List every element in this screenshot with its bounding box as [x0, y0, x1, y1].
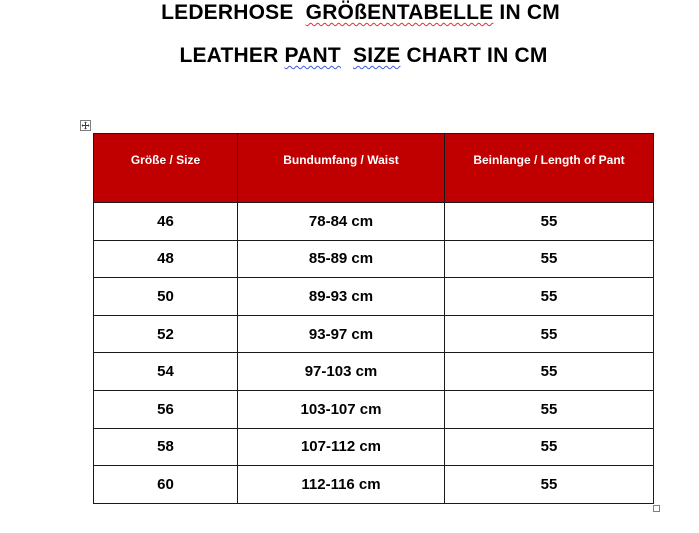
cell-length: 55 — [445, 390, 654, 428]
cell-size: 54 — [94, 353, 238, 391]
table-row — [94, 466, 654, 504]
cell-length: 55 — [445, 278, 654, 316]
table-row — [94, 203, 654, 241]
cell-length: 55 — [445, 353, 654, 391]
cell-waist: 112-116 cm — [238, 466, 445, 504]
cell-length: 55 — [445, 315, 654, 353]
title-english-word-3: SIZE — [353, 44, 401, 67]
cell-size: 50 — [94, 278, 238, 316]
cell-size: 60 — [94, 466, 238, 504]
cell-length: 55 — [445, 240, 654, 278]
cell-waist: 103-107 cm — [238, 390, 445, 428]
cell-waist: 89-93 cm — [238, 278, 445, 316]
cell-size: 52 — [94, 315, 238, 353]
title-english-word-2: PANT — [284, 44, 341, 67]
title-english — [14, 44, 699, 68]
table-header-row — [94, 134, 654, 203]
table-resize-handle-icon[interactable] — [653, 505, 660, 512]
cell-waist: 85-89 cm — [238, 240, 445, 278]
title-german-word-2: GRÖßENTABELLE — [305, 1, 494, 24]
title-english-word-1: LEATHER — [179, 44, 279, 67]
table-row — [94, 278, 654, 316]
cell-length: 55 — [445, 203, 654, 241]
cell-size: 56 — [94, 390, 238, 428]
size-chart-table — [93, 133, 654, 504]
cell-waist: 97-103 cm — [238, 353, 445, 391]
cell-size: 46 — [94, 203, 238, 241]
title-german-word-3: IN CM — [499, 1, 560, 24]
header-size: Größe / Size — [94, 134, 238, 203]
title-english-word-4: CHART IN CM — [406, 44, 548, 67]
table-row — [94, 315, 654, 353]
title-german — [11, 1, 699, 25]
cell-size: 48 — [94, 240, 238, 278]
title-german-word-1: LEDERHOSE — [161, 1, 294, 24]
header-waist: Bundumfang / Waist — [238, 134, 445, 203]
table-row — [94, 353, 654, 391]
table-row — [94, 240, 654, 278]
cell-waist: 107-112 cm — [238, 428, 445, 466]
table-row — [94, 428, 654, 466]
cell-waist: 78-84 cm — [238, 203, 445, 241]
cell-length: 55 — [445, 466, 654, 504]
cell-size: 58 — [94, 428, 238, 466]
table-row — [94, 390, 654, 428]
table-move-handle-icon[interactable] — [80, 120, 91, 131]
cell-length: 55 — [445, 428, 654, 466]
header-length: Beinlange / Length of Pant — [445, 134, 654, 203]
move-arrows-icon — [81, 121, 90, 130]
cell-waist: 93-97 cm — [238, 315, 445, 353]
